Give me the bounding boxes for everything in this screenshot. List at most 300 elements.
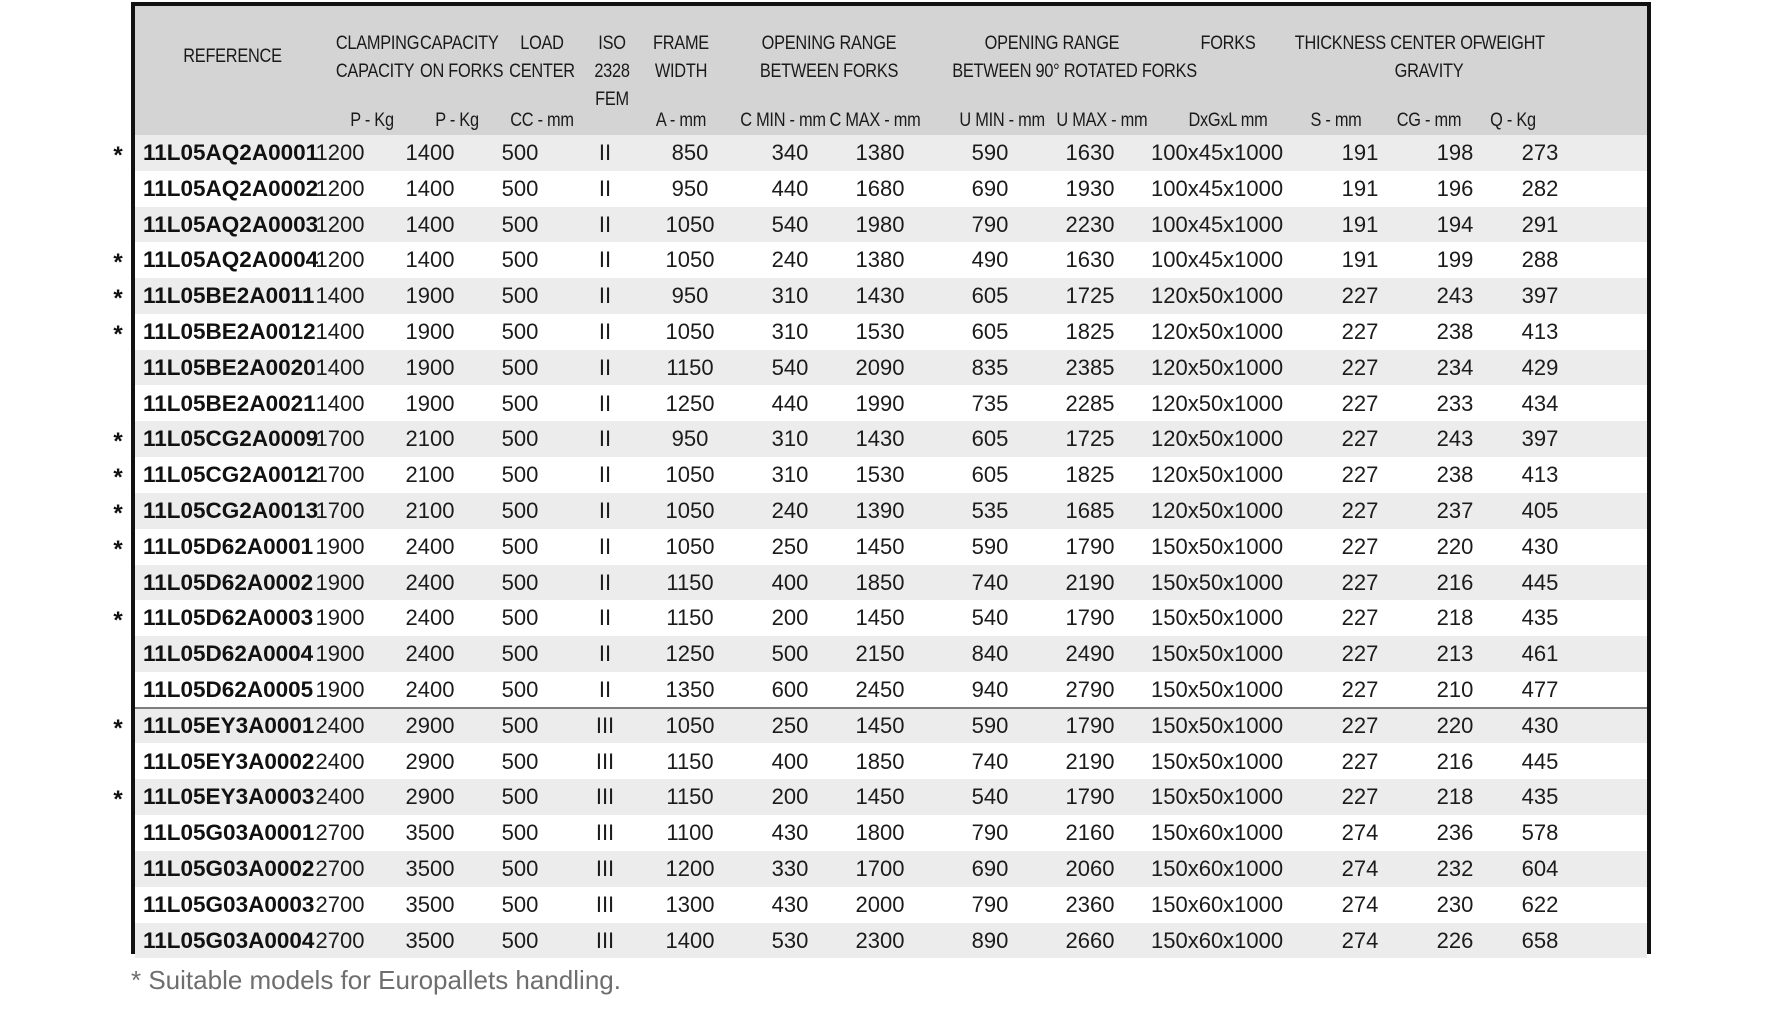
table-cell: 397: [1521, 426, 1559, 452]
table-cell: 120x50x1000: [1151, 462, 1284, 488]
table-cell: 216: [1436, 569, 1474, 595]
table-cell: 1530: [855, 319, 905, 344]
table-cell: 282: [1521, 175, 1559, 201]
table-cell: II: [598, 426, 612, 452]
europallet-star-marker: *: [113, 428, 123, 456]
table-cell: 2090: [855, 354, 905, 380]
table-cell: 236: [1436, 820, 1474, 846]
column-header-unit: C MAX - mm: [829, 110, 921, 131]
table-cell: 435: [1521, 784, 1559, 810]
table-cell: II: [598, 211, 612, 237]
table-cell: 2100: [405, 498, 455, 523]
table-cell: 605: [971, 462, 1009, 488]
reference-code: 11L05AQ2A0002: [143, 175, 319, 201]
table-cell: 1980: [855, 211, 905, 237]
table-cell: 500: [501, 856, 539, 881]
reference-code: 11L05D62A0003: [143, 605, 314, 631]
table-cell: 274: [1341, 820, 1379, 846]
column-header-unit: A - mm: [655, 110, 707, 131]
table-cell: 1530: [855, 462, 905, 488]
table-row: [135, 708, 1647, 744]
table-cell: 1150: [666, 569, 714, 595]
table-cell: 2100: [405, 426, 455, 452]
column-header: [1176, 6, 1279, 135]
europallet-star-marker: *: [113, 285, 123, 313]
table-cell: 1430: [855, 426, 905, 452]
table-cell: 604: [1521, 856, 1559, 881]
table-cell: 445: [1521, 748, 1559, 774]
table-row: [135, 636, 1647, 672]
table-cell: 1700: [855, 856, 905, 881]
table-row: [135, 529, 1647, 565]
table-cell: 435: [1521, 605, 1559, 631]
table-cell: 890: [971, 927, 1009, 953]
table-row: [135, 815, 1647, 851]
table-cell: 1450: [855, 784, 905, 810]
table-cell: 2360: [1065, 891, 1115, 917]
table-row: [135, 600, 1647, 636]
table-cell: 1825: [1065, 319, 1115, 344]
column-header: [506, 6, 578, 135]
table-cell: 1700: [315, 498, 365, 523]
footnote: * Suitable models for Europallets handling.: [131, 965, 621, 995]
column-header: [420, 6, 504, 135]
table-cell: 150x50x1000: [1151, 677, 1284, 702]
table-cell: 500: [501, 784, 539, 810]
table-cell: 1250: [665, 641, 715, 667]
table-cell: 238: [1436, 462, 1474, 488]
table-cell: 1400: [315, 283, 365, 309]
table-cell: 2400: [315, 748, 365, 774]
table-cell: 2490: [1065, 641, 1115, 667]
table-cell: 191: [1341, 140, 1379, 165]
table-cell: 227: [1341, 748, 1379, 774]
table-cell: 1800: [855, 820, 905, 846]
table-row: [135, 278, 1647, 314]
table-cell: 1400: [405, 247, 455, 273]
table-cell: 1050: [665, 533, 715, 559]
column-header-unit: CC - mm: [510, 110, 574, 131]
table-row: [135, 421, 1647, 457]
table-cell: II: [598, 677, 612, 702]
table-row: [135, 350, 1647, 386]
table-cell: 273: [1521, 140, 1559, 165]
table-cell: 790: [971, 891, 1009, 917]
table-cell: 150x50x1000: [1151, 748, 1284, 774]
table-cell: 240: [771, 247, 809, 273]
table-cell: 500: [501, 641, 539, 667]
column-header-unit: U MIN - mm: [959, 110, 1045, 131]
table-cell: 310: [771, 426, 809, 452]
table-cell: 430: [771, 891, 809, 917]
table-cell: 530: [771, 927, 809, 953]
table-cell: 605: [971, 319, 1009, 344]
europallet-star-marker: *: [113, 321, 123, 348]
table-cell: 790: [971, 211, 1009, 237]
table-cell: 1450: [855, 533, 905, 559]
table-cell: 1900: [315, 677, 365, 702]
reference-code: 11L05EY3A0003: [143, 784, 315, 810]
table-cell: 1630: [1065, 140, 1115, 165]
table-cell: 1200: [315, 211, 365, 237]
table-cell: 227: [1341, 498, 1379, 523]
table-cell: 400: [771, 569, 809, 595]
table-row: [135, 887, 1647, 923]
table-cell: 2400: [405, 569, 455, 595]
table-cell: 1050: [665, 247, 715, 273]
table-cell: 590: [971, 712, 1009, 738]
table-cell: 150x50x1000: [1151, 784, 1284, 810]
table-cell: 1400: [405, 211, 455, 237]
table-cell: 1850: [855, 569, 905, 595]
table-cell: 1900: [315, 569, 365, 595]
table-cell: 500: [501, 140, 539, 165]
table-cell: 735: [971, 390, 1009, 416]
table-cell: 950: [671, 426, 709, 452]
table-cell: 2400: [405, 605, 455, 631]
table-cell: 1900: [315, 641, 365, 667]
table-cell: 2230: [1065, 211, 1115, 237]
table-cell: 1380: [855, 247, 905, 273]
table-cell: 540: [771, 354, 809, 380]
table-cell: 500: [501, 319, 539, 344]
table-cell: 227: [1341, 462, 1379, 488]
table-cell: 1900: [315, 533, 365, 559]
table-cell: 413: [1521, 319, 1559, 344]
reference-code: 11L05G03A0002: [143, 856, 315, 881]
reference-code: 11L05AQ2A0004: [143, 247, 319, 273]
table-cell: 232: [1436, 856, 1474, 881]
table-cell: III: [595, 748, 615, 774]
table-cell: 120x50x1000: [1151, 390, 1284, 416]
table-row: [135, 171, 1647, 207]
table-cell: 274: [1341, 891, 1379, 917]
table-cell: 2900: [405, 784, 455, 810]
table-row: [135, 457, 1647, 493]
table-cell: 2190: [1065, 748, 1115, 774]
reference-code: 11L05D62A0004: [143, 641, 314, 667]
table-cell: 1150: [666, 605, 714, 631]
table-cell: 310: [771, 319, 809, 344]
table-cell: 400: [771, 748, 809, 774]
table-cell: 2700: [315, 891, 365, 917]
table-cell: 1430: [855, 283, 905, 309]
table-cell: 2000: [855, 891, 905, 917]
table-row: [135, 314, 1647, 350]
reference-code: 11L05BE2A0012: [143, 319, 316, 344]
table-cell: 310: [771, 462, 809, 488]
table-cell: 227: [1341, 784, 1379, 810]
table-cell: 940: [971, 677, 1009, 702]
table-cell: 445: [1521, 569, 1559, 595]
table-cell: 120x50x1000: [1151, 283, 1284, 309]
europallet-star-marker: *: [113, 786, 123, 814]
table-cell: 1450: [855, 712, 905, 738]
table-cell: 600: [771, 677, 809, 702]
table-cell: 240: [771, 498, 809, 523]
table-cell: II: [598, 498, 612, 523]
table-cell: 274: [1341, 927, 1379, 953]
column-header: [149, 6, 317, 135]
table-cell: 238: [1436, 319, 1474, 344]
reference-code: 11L05EY3A0001: [143, 712, 315, 738]
table-cell: II: [598, 462, 612, 488]
reference-code: 11L05G03A0003: [143, 891, 315, 917]
table-cell: 120x50x1000: [1151, 319, 1284, 344]
table-cell: 500: [501, 426, 539, 452]
table-cell: II: [598, 533, 612, 559]
column-header-unit: Q - Kg: [1490, 110, 1536, 131]
table-cell: 2660: [1065, 927, 1115, 953]
table-cell: 500: [501, 820, 539, 846]
table-cell: 100x45x1000: [1151, 140, 1284, 165]
table-cell: 622: [1521, 891, 1559, 917]
table-cell: 690: [971, 175, 1009, 201]
table-cell: 1900: [405, 354, 455, 380]
table-cell: 200: [771, 784, 809, 810]
column-header: [646, 6, 717, 135]
table-cell: III: [595, 856, 615, 881]
table-cell: 227: [1341, 426, 1379, 452]
table-cell: 150x50x1000: [1151, 569, 1284, 595]
table-cell: 1900: [405, 283, 455, 309]
table-cell: 1725: [1065, 283, 1115, 309]
table-cell: 233: [1436, 390, 1474, 416]
table-cell: 950: [671, 283, 709, 309]
table-cell: 500: [501, 712, 539, 738]
column-header-label: FORKS: [1200, 33, 1256, 54]
table-cell: 3500: [405, 856, 455, 881]
table-cell: 150x60x1000: [1151, 891, 1284, 917]
table-row: [135, 207, 1647, 243]
table-cell: 790: [971, 820, 1009, 846]
table-cell: 1930: [1065, 175, 1115, 201]
table-cell: 1050: [665, 498, 715, 523]
column-header: [737, 6, 921, 135]
table-cell: 1790: [1065, 533, 1115, 559]
column-header: [1390, 6, 1483, 135]
table-cell: 2400: [405, 533, 455, 559]
table-cell: 2400: [405, 677, 455, 702]
table-cell: 237: [1436, 498, 1474, 523]
europallet-star-marker: *: [113, 500, 123, 527]
column-header-label: LOAD CENTER: [509, 33, 575, 82]
table-cell: 227: [1341, 390, 1379, 416]
table-cell: 540: [971, 605, 1009, 631]
column-header-unit: DxGxL mm: [1188, 110, 1268, 131]
table-cell: 200: [771, 605, 809, 631]
table-row: [135, 744, 1647, 780]
table-cell: 500: [501, 247, 539, 273]
table-cell: 605: [971, 283, 1009, 309]
table-cell: 1990: [855, 390, 905, 416]
table-cell: 330: [771, 856, 809, 881]
table-cell: 500: [501, 283, 539, 309]
table-cell: 1685: [1065, 498, 1115, 523]
table-cell: 590: [971, 140, 1009, 165]
group-divider: [135, 707, 1647, 709]
table-cell: 1050: [665, 319, 715, 344]
table-cell: 490: [971, 247, 1009, 273]
column-header-unit: U MAX - mm: [1056, 110, 1148, 131]
table-cell: 2790: [1065, 677, 1115, 702]
table-cell: III: [595, 820, 615, 846]
table-cell: 1200: [315, 140, 365, 165]
table-cell: 658: [1521, 927, 1559, 953]
reference-code: 11L05G03A0004: [143, 927, 315, 953]
reference-code: 11L05BE2A0021: [143, 390, 316, 416]
table-cell: 2285: [1065, 390, 1115, 416]
table-row: [135, 851, 1647, 887]
table-cell: 1630: [1065, 247, 1115, 273]
table-cell: 500: [501, 175, 539, 201]
table-cell: 2160: [1065, 820, 1115, 846]
column-header-label: WEIGHT: [1481, 33, 1545, 54]
table-cell: 500: [501, 927, 539, 953]
table-cell: II: [598, 641, 612, 667]
table-cell: 227: [1341, 533, 1379, 559]
table-cell: 500: [501, 211, 539, 237]
table-cell: 213: [1436, 641, 1474, 667]
reference-code: 11L05CG2A0012: [143, 462, 319, 488]
europallet-star-marker: *: [113, 535, 123, 563]
table-row: [135, 565, 1647, 601]
table-cell: 150x60x1000: [1151, 856, 1284, 881]
reference-code: 11L05AQ2A0001: [143, 140, 319, 165]
table-cell: 1050: [665, 712, 715, 738]
table-cell: 578: [1521, 820, 1559, 846]
table-cell: 477: [1521, 677, 1559, 702]
table-cell: 2400: [315, 784, 365, 810]
table-cell: 500: [771, 641, 809, 667]
table-cell: 227: [1341, 319, 1379, 344]
table-cell: 3500: [405, 927, 455, 953]
table-cell: 191: [1341, 175, 1379, 201]
table-cell: 291: [1521, 211, 1559, 237]
table-cell: 540: [971, 784, 1009, 810]
table-cell: II: [598, 605, 612, 631]
table-cell: II: [598, 175, 612, 201]
table-cell: 2700: [315, 820, 365, 846]
table-cell: 226: [1436, 927, 1474, 953]
table-cell: 216: [1436, 748, 1474, 774]
table-cell: 1700: [315, 426, 365, 452]
table-cell: 150x50x1000: [1151, 605, 1284, 631]
reference-code: 11L05CG2A0009: [143, 426, 319, 452]
reference-code: 11L05D62A0002: [143, 569, 314, 595]
table-cell: 220: [1436, 712, 1474, 738]
column-header-unit: P - Kg: [350, 110, 394, 131]
table-cell: 2300: [855, 927, 905, 953]
table-cell: 1900: [405, 319, 455, 344]
column-header-label: CLAMPING CAPACITY: [335, 33, 420, 82]
table-cell: 1680: [855, 175, 905, 201]
table-cell: 1150: [666, 354, 714, 380]
table-cell: 835: [971, 354, 1009, 380]
table-cell: 2900: [405, 748, 455, 774]
table-cell: 430: [771, 820, 809, 846]
table-cell: 227: [1341, 712, 1379, 738]
column-header-label: THICKNESS: [1294, 33, 1386, 54]
table-cell: 500: [501, 891, 539, 917]
reference-code: 11L05D62A0005: [143, 677, 314, 702]
table-row: [135, 493, 1647, 529]
europallet-star-marker: *: [113, 714, 123, 742]
table-cell: 440: [771, 390, 809, 416]
table-cell: 500: [501, 390, 539, 416]
reference-code: 11L05G03A0001: [143, 820, 315, 846]
table-cell: 250: [771, 533, 809, 559]
table-cell: 1050: [665, 462, 715, 488]
table-cell: 196: [1436, 175, 1474, 201]
table-cell: III: [595, 712, 615, 738]
table-cell: II: [598, 569, 612, 595]
table-cell: 500: [501, 498, 539, 523]
reference-code: 11L05BE2A0011: [143, 283, 315, 309]
table-cell: 3500: [405, 820, 455, 846]
table-cell: 288: [1521, 247, 1559, 273]
reference-code: 11L05BE2A0020: [143, 354, 316, 380]
column-header-label: CAPACITY ON FORKS: [420, 33, 504, 82]
table-cell: 1400: [315, 354, 365, 380]
column-header-label: OPENING RANGE BETWEEN FORKS: [759, 33, 899, 82]
table-cell: II: [598, 390, 612, 416]
table-cell: 1900: [405, 390, 455, 416]
table-cell: II: [598, 283, 612, 309]
table-cell: 2700: [315, 856, 365, 881]
europallet-star-marker: *: [113, 464, 123, 492]
table-cell: 1150: [666, 784, 714, 810]
table-cell: 434: [1521, 390, 1559, 416]
table-cell: 340: [771, 140, 809, 165]
table-cell: 535: [971, 498, 1009, 523]
column-header-unit: P - Kg: [435, 110, 479, 131]
table-cell: 218: [1436, 784, 1474, 810]
table-header: [135, 6, 1647, 135]
table-cell: 1790: [1065, 784, 1115, 810]
table-cell: III: [595, 891, 615, 917]
table-cell: 220: [1436, 533, 1474, 559]
table-cell: 2450: [855, 677, 905, 702]
table-cell: 234: [1436, 354, 1474, 380]
table-cell: 413: [1521, 462, 1559, 488]
table-cell: 1825: [1065, 462, 1115, 488]
table-cell: 500: [501, 605, 539, 631]
table-cell: 191: [1341, 211, 1379, 237]
table-cell: 1250: [665, 390, 715, 416]
europallet-star-marker: *: [113, 142, 123, 169]
table-cell: 1400: [315, 319, 365, 344]
table-cell: 605: [971, 426, 1009, 452]
table-cell: 1200: [665, 856, 715, 881]
table-cell: 1700: [315, 462, 365, 488]
table-cell: 150x50x1000: [1151, 641, 1284, 667]
table-cell: 2190: [1065, 569, 1115, 595]
column-header-unit: S - mm: [1310, 110, 1362, 131]
column-header-label: OPENING RANGE BETWEEN 90° ROTATED FORKS: [952, 33, 1197, 82]
table-cell: 1350: [665, 677, 715, 702]
table-cell: 100x45x1000: [1151, 211, 1284, 237]
column-header-label: REFERENCE: [183, 46, 282, 67]
table-cell: III: [595, 784, 615, 810]
table-cell: 461: [1521, 641, 1559, 667]
table-cell: 430: [1521, 533, 1559, 559]
table-cell: 1450: [855, 605, 905, 631]
table-cell: 230: [1436, 891, 1474, 917]
table-cell: 1725: [1065, 426, 1115, 452]
table-cell: 429: [1521, 354, 1559, 380]
europallet-star-marker: *: [113, 607, 123, 635]
